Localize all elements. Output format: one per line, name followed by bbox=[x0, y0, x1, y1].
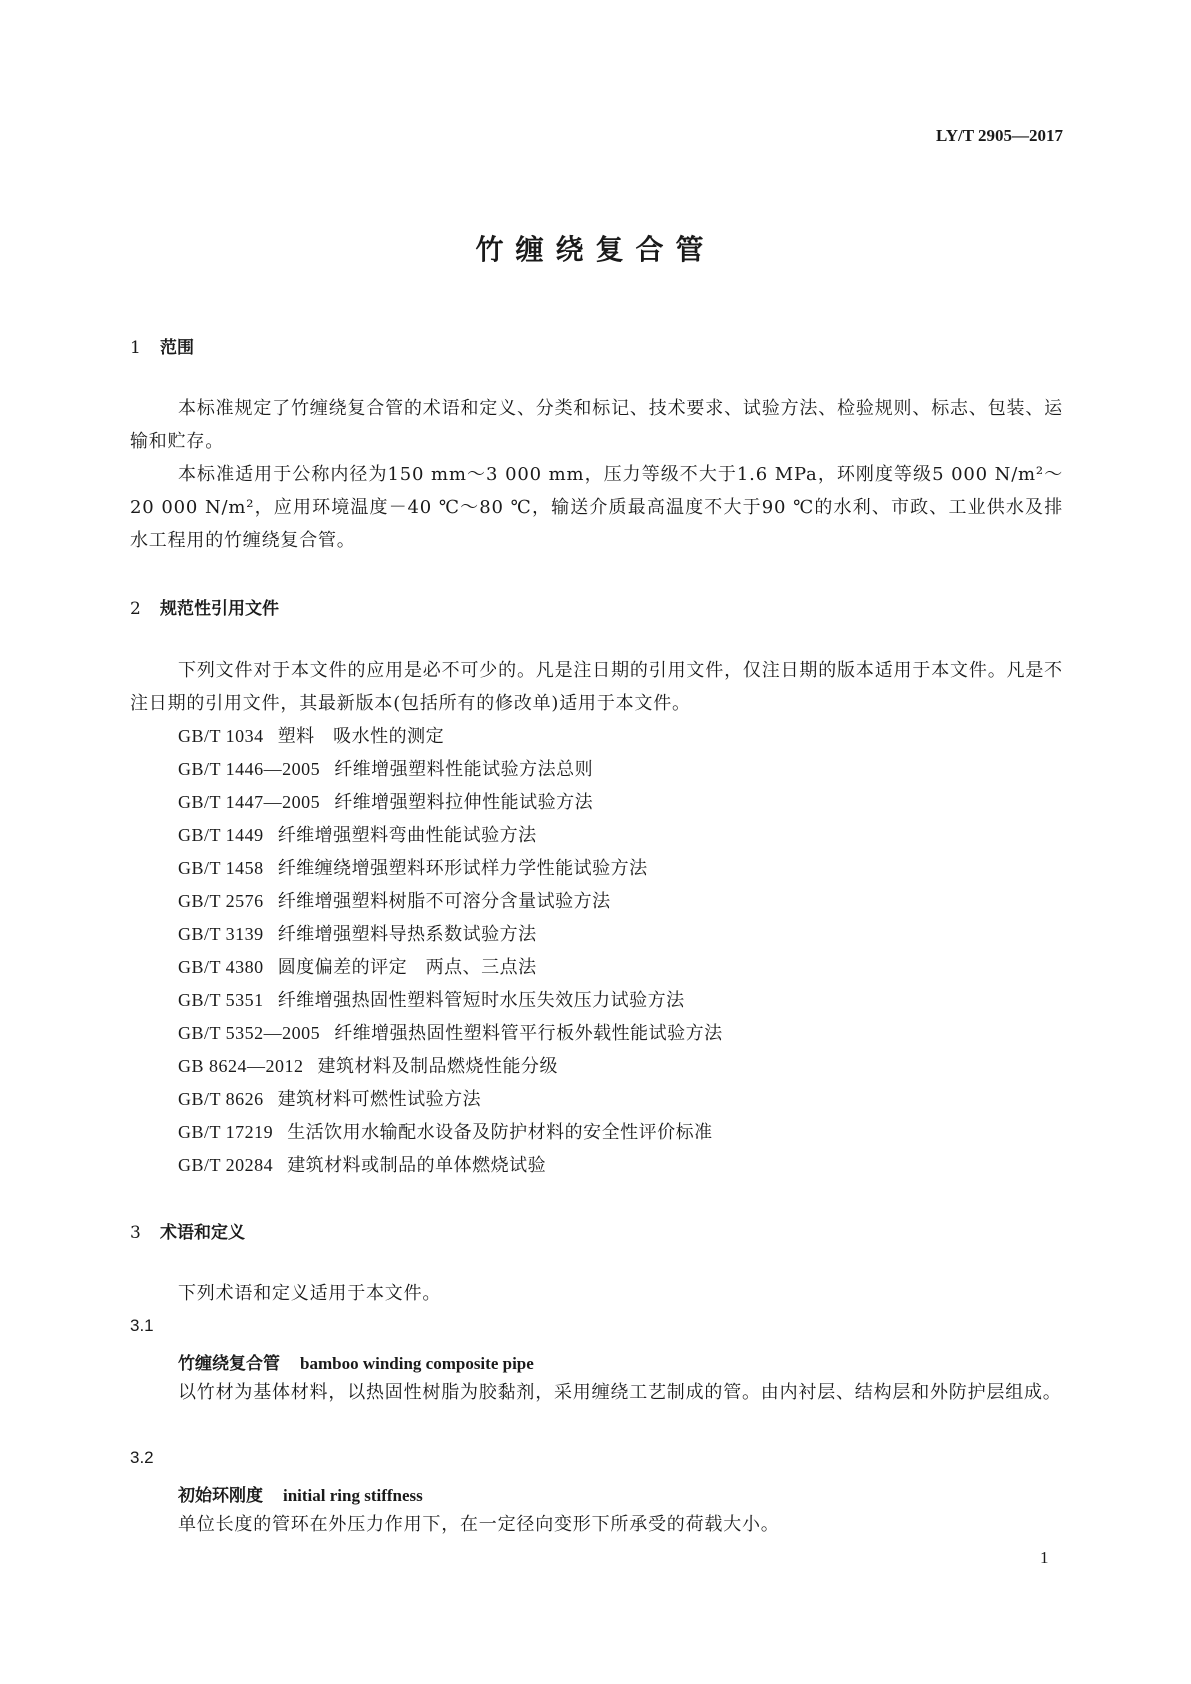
section-title: 范围 bbox=[160, 338, 194, 358]
reference-code: GB/T 5351 bbox=[178, 990, 264, 1010]
section-number: 2 bbox=[130, 599, 141, 619]
term-definition: 单位长度的管环在外压力作用下，在一定径向变形下所承受的荷载大小。 bbox=[178, 1514, 780, 1535]
reference-item bbox=[178, 786, 723, 819]
scope-paragraph-2: 本标准适用于公称内径为150 mm～3 000 mm，压力等级不大于1.6 MPa，环刚度等级5 000 N/m²～20 000 N/m²，应用环境温度－40 ℃～80 ℃，输送介质最高温度不大于90 ℃的水利、市政、工业供水及排水工程用的竹缠绕复合管。 bbox=[130, 464, 1063, 551]
reference-title: 生活饮用水输配水设备及防护材料的安全性评价标准 bbox=[287, 1122, 713, 1143]
reference-title: 建筑材料可燃性试验方法 bbox=[277, 1089, 482, 1110]
reference-item bbox=[178, 885, 723, 918]
reference-code: GB/T 1034 bbox=[178, 726, 264, 746]
reference-title: 纤维增强塑料导热系数试验方法 bbox=[277, 924, 537, 945]
reference-item bbox=[178, 951, 723, 984]
reference-list bbox=[178, 720, 723, 1182]
section-title: 术语和定义 bbox=[160, 1223, 245, 1243]
reference-item bbox=[178, 753, 723, 786]
reference-item bbox=[178, 1083, 723, 1116]
reference-item bbox=[178, 918, 723, 951]
reference-title: 塑料 吸水性的测定 bbox=[277, 726, 445, 747]
reference-title: 建筑材料及制品燃烧性能分级 bbox=[317, 1056, 559, 1077]
page-number: 1 bbox=[1040, 1548, 1049, 1567]
reference-item bbox=[178, 819, 723, 852]
reference-item bbox=[178, 852, 723, 885]
references-intro: 下列文件对于本文件的应用是必不可少的。凡是注日期的引用文件，仅注日期的版本适用于本文件。凡是不注日期的引用文件，其最新版本(包括所有的修改单)适用于本文件。 bbox=[130, 660, 1063, 714]
scope-paragraph-1: 本标准规定了竹缠绕复合管的术语和定义、分类和标记、技术要求、试验方法、检验规则、标志、包装、运输和贮存。 bbox=[130, 398, 1063, 452]
reference-code: GB/T 3139 bbox=[178, 924, 264, 944]
reference-code: GB/T 1447—2005 bbox=[178, 792, 321, 812]
reference-title: 建筑材料或制品的单体燃烧试验 bbox=[287, 1155, 547, 1176]
term-number: 3.1 bbox=[130, 1316, 154, 1335]
term-zh: 竹缠绕复合管 bbox=[178, 1354, 280, 1374]
section-1-heading bbox=[130, 333, 194, 358]
reference-code: GB 8624—2012 bbox=[178, 1056, 304, 1076]
term-number: 3.2 bbox=[130, 1448, 154, 1467]
reference-code: GB/T 17219 bbox=[178, 1122, 274, 1142]
reference-item bbox=[178, 1116, 723, 1149]
term-en: initial ring stiffness bbox=[283, 1486, 423, 1505]
section-3-heading bbox=[130, 1218, 245, 1243]
reference-title: 纤维增强塑料性能试验方法总则 bbox=[334, 759, 594, 780]
reference-item bbox=[178, 984, 723, 1017]
reference-title: 纤维增强塑料弯曲性能试验方法 bbox=[277, 825, 537, 846]
document-title: 竹缠绕复合管 bbox=[475, 233, 716, 266]
reference-code: GB/T 5352—2005 bbox=[178, 1023, 321, 1043]
reference-code: GB/T 1458 bbox=[178, 858, 264, 878]
reference-code: GB/T 4380 bbox=[178, 957, 264, 977]
reference-item bbox=[178, 1149, 723, 1182]
standard-number: LY/T 2905—2017 bbox=[935, 126, 1063, 145]
section-number: 3 bbox=[130, 1223, 141, 1243]
reference-title: 纤维增强塑料拉伸性能试验方法 bbox=[334, 792, 594, 813]
term-definition: 以竹材为基体材料，以热固性树脂为胶黏剂，采用缠绕工艺制成的管。由内衬层、结构层和外防护层组成。 bbox=[178, 1382, 1062, 1403]
reference-title: 纤维缠绕增强塑料环形试样力学性能试验方法 bbox=[277, 858, 648, 879]
reference-title: 纤维增强塑料树脂不可溶分含量试验方法 bbox=[277, 891, 611, 912]
reference-item bbox=[178, 720, 723, 753]
term-heading bbox=[178, 1349, 534, 1374]
term-heading bbox=[178, 1481, 423, 1506]
reference-item bbox=[178, 1017, 723, 1050]
reference-code: GB/T 20284 bbox=[178, 1155, 274, 1175]
reference-item bbox=[178, 1050, 723, 1083]
section-number: 1 bbox=[130, 338, 141, 358]
reference-code: GB/T 2576 bbox=[178, 891, 264, 911]
reference-code: GB/T 1449 bbox=[178, 825, 264, 845]
reference-code: GB/T 1446—2005 bbox=[178, 759, 321, 779]
reference-code: GB/T 8626 bbox=[178, 1089, 264, 1109]
terms-intro: 下列术语和定义适用于本文件。 bbox=[178, 1283, 442, 1304]
term-en: bamboo winding composite pipe bbox=[300, 1354, 534, 1373]
section-title: 规范性引用文件 bbox=[160, 599, 279, 619]
term-zh: 初始环刚度 bbox=[178, 1486, 263, 1506]
reference-title: 纤维增强热固性塑料管短时水压失效压力试验方法 bbox=[277, 990, 685, 1011]
reference-title: 圆度偏差的评定 两点、三点法 bbox=[277, 957, 537, 978]
section-2-heading bbox=[130, 594, 279, 619]
reference-title: 纤维增强热固性塑料管平行板外载性能试验方法 bbox=[334, 1023, 723, 1044]
